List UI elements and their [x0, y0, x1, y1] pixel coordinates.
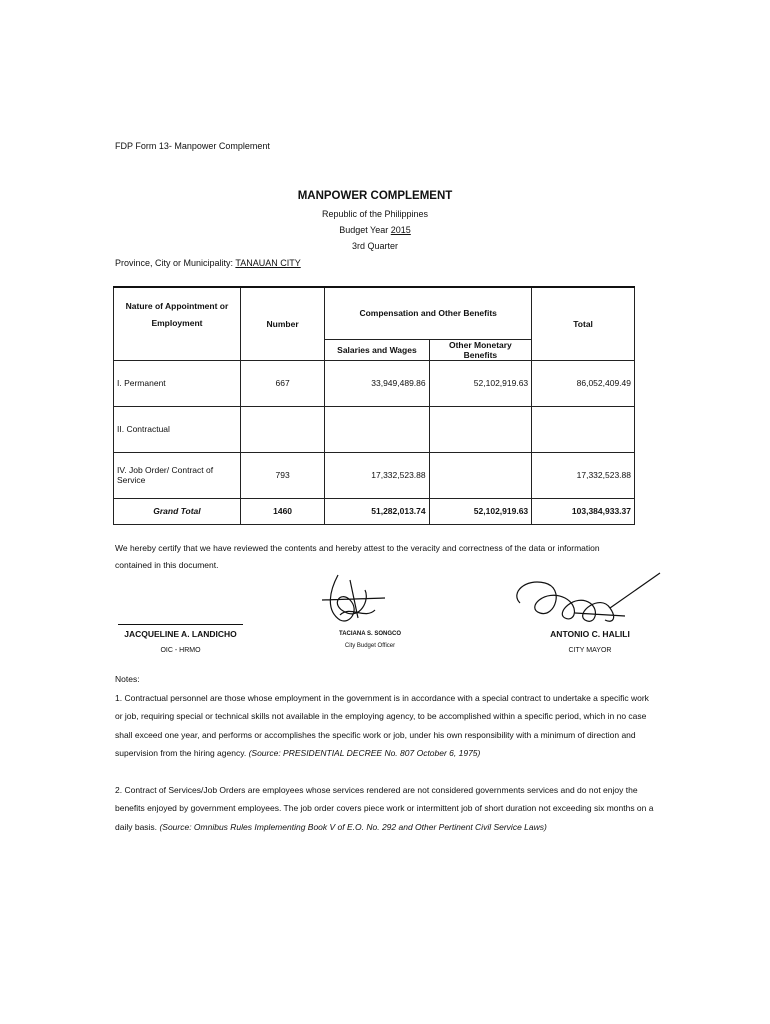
row-other	[429, 452, 532, 498]
note-2-text: 2. Contract of Services/Job Orders are employees whose services rendered are not considered governments services and do not enjoy the benefits enjoyed by government employees. The job order covers piece work or intermittent job of short duration not exceeding six months on a daily basis.	[115, 784, 654, 832]
country-subtitle: Republic of the Philippines	[321, 209, 429, 219]
grand-total-number: 1460	[240, 498, 324, 524]
grand-total-total: 103,384,933.37	[532, 498, 635, 524]
budget-year-line	[0, 225, 750, 235]
note-1-source: (Source: PRESIDENTIAL DECREE No. 807 October 6, 1975)	[248, 748, 481, 758]
row-number: 793	[240, 452, 324, 498]
signature-budget-officer	[310, 570, 420, 630]
row-salaries: 17,332,523.88	[325, 452, 429, 498]
row-other	[429, 406, 532, 452]
notes-heading: Notes:	[115, 674, 140, 684]
province-value: TANAUAN CITY	[235, 258, 301, 268]
table-row	[114, 452, 635, 498]
notes-section	[115, 670, 655, 836]
signatory-name-3: ANTONIO C. HALILI	[550, 629, 630, 639]
row-salaries	[325, 406, 429, 452]
grand-total-salaries: 51,282,013.74	[325, 498, 429, 524]
row-salaries: 33,949,489.86	[325, 360, 429, 406]
signatory-name-1: JACQUELINE A. LANDICHO	[124, 629, 237, 639]
province-label: Province, City or Municipality:	[115, 258, 234, 268]
grand-total-row	[114, 498, 635, 524]
note-2-source: (Source: Omnibus Rules Implementing Book V of E.O. No. 292 and Other Pertinent Civil Service Laws)	[159, 821, 547, 832]
table-row	[114, 406, 635, 452]
budget-year-label: Budget Year	[339, 225, 389, 235]
note-2	[115, 781, 655, 837]
signatory-position-1: OIC - HRMO	[160, 647, 201, 654]
note-1	[115, 689, 655, 763]
page-title: MANPOWER COMPLEMENT	[297, 190, 453, 202]
row-total: 17,332,523.88	[532, 452, 635, 498]
header-nature: Nature of Appointment or Employment	[114, 287, 241, 360]
signatory-name-2: TACIANA S. SONGCO	[338, 631, 401, 637]
row-label: I. Permanent	[114, 360, 241, 406]
province-line	[115, 258, 301, 268]
header-total: Total	[532, 287, 635, 360]
form-label: FDP Form 13- Manpower Complement	[115, 141, 270, 151]
note-1-text: 1. Contractual personnel are those whose employment in the government is in accordance with a special contract to undertake a specific work or job, requiring special or technical skills not available in the employing agency, to be accomplished within a specific period, which in no case shall exceed one year, and performs or accomplishes the specific work or job, under his own responsibility with a minimum of direction and supervision from the hiring agency.	[115, 692, 649, 758]
row-number: 667	[240, 360, 324, 406]
header-other-benefits: Other Monetary Benefits	[429, 339, 532, 360]
quarter-line: 3rd Quarter	[351, 241, 399, 251]
signatory-position-3: CITY MAYOR	[568, 647, 612, 654]
signatory-position-2: City Budget Officer	[344, 643, 396, 649]
signature-line	[118, 624, 243, 625]
row-number	[240, 406, 324, 452]
row-total	[532, 406, 635, 452]
row-other: 52,102,919.63	[429, 360, 532, 406]
grand-total-other: 52,102,919.63	[429, 498, 532, 524]
header-compensation: Compensation and Other Benefits	[325, 287, 532, 339]
grand-total-label: Grand Total	[114, 498, 241, 524]
signature-mayor	[505, 568, 665, 630]
manpower-table	[113, 286, 635, 525]
budget-year-value: 2015	[390, 225, 411, 235]
header-salaries: Salaries and Wages	[325, 339, 429, 360]
certification-text: We hereby certify that we have reviewed the contents and hereby attest to the veracity and correctness of the data or information contained in this document.	[115, 543, 600, 570]
table-row	[114, 360, 635, 406]
row-label: IV. Job Order/ Contract of Service	[114, 452, 241, 498]
header-number: Number	[240, 287, 324, 360]
row-total: 86,052,409.49	[532, 360, 635, 406]
row-label: II. Contractual	[114, 406, 241, 452]
